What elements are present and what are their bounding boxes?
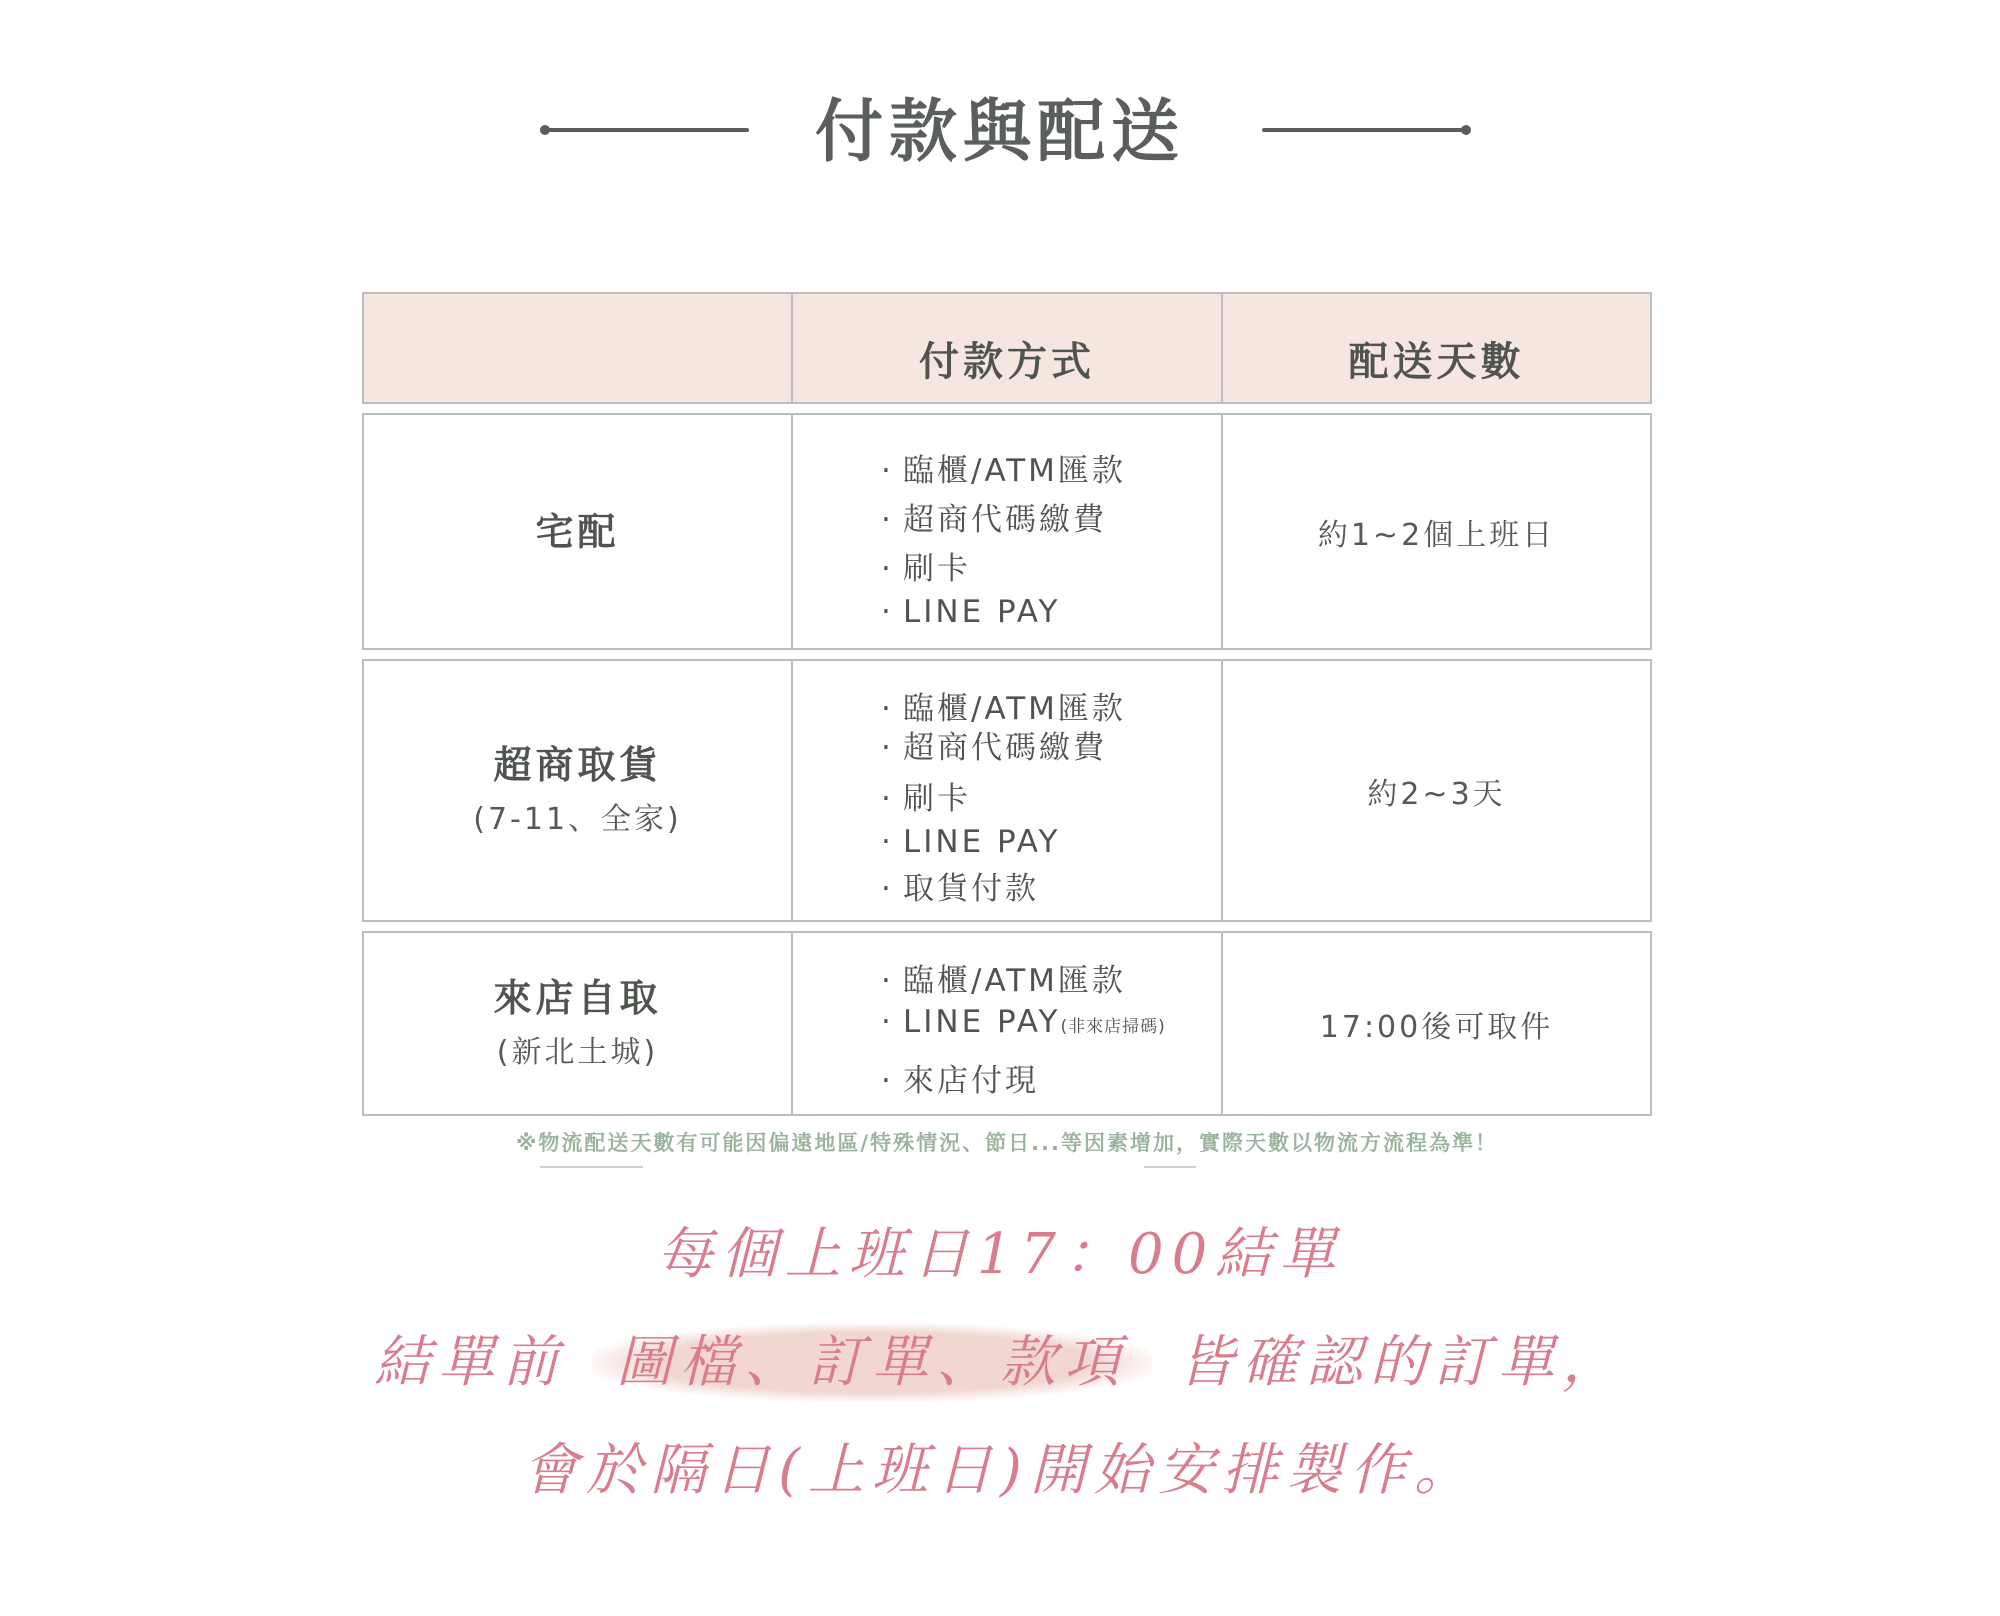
list-item: · 超商代碼繳費 (881, 730, 1107, 766)
note-underline (540, 1166, 643, 1168)
list-item: · 臨櫃/ATM匯款 (881, 963, 1126, 999)
list-item: · LINE PAY (881, 824, 1061, 860)
delivery-kind-sub: (新北土城) (496, 1034, 659, 1070)
delivery-kind-cell (364, 415, 793, 648)
payment-methods-cell (793, 661, 1223, 920)
list-item: · 刷卡 (881, 781, 971, 817)
delivery-kind: 宅配 (535, 509, 620, 554)
confirm-notice: 結單前 圖檔、訂單、款項 皆確認的訂單， (0, 1318, 2000, 1398)
list-item: · LINE PAY(非來店掃碼) (881, 1004, 1166, 1040)
delivery-kind-cell (364, 661, 793, 920)
cutoff-notice: 每個上班日17：00結單 (656, 1222, 1344, 1287)
list-item: · 來店付現 (881, 1063, 1039, 1099)
list-item: · 取貨付款 (881, 871, 1039, 907)
delivery-days-cell (1223, 661, 1650, 920)
delivery-days: 17:00後可取件 (1319, 1009, 1554, 1045)
table-header (362, 292, 1652, 404)
header-payment-label: 付款方式 (919, 339, 1095, 385)
delivery-days: 約1~2個上班日 (1317, 517, 1556, 553)
delivery-days: 約2~3天 (1367, 776, 1506, 812)
table-row-home-delivery (362, 413, 1652, 650)
delivery-kind: 超商取貨 (493, 742, 662, 787)
production-notice: 會於隔日(上班日)開始安排製作。 (522, 1438, 1478, 1503)
list-item: · 超商代碼繳費 (881, 502, 1107, 538)
list-item: · 刷卡 (881, 551, 971, 587)
table-row-store-pickup (362, 659, 1652, 922)
header-cell-empty (364, 294, 793, 402)
list-item: · LINE PAY (881, 594, 1061, 630)
header-days-label: 配送天數 (1348, 339, 1525, 385)
payment-methods-cell (793, 933, 1223, 1114)
header-cell-payment (793, 294, 1223, 402)
delivery-days-cell (1223, 415, 1650, 648)
list-item: · 臨櫃/ATM匯款 (881, 691, 1126, 727)
payment-methods-cell (793, 415, 1223, 648)
page-title: 付款與配送 (814, 92, 1185, 172)
delivery-kind: 來店自取 (493, 975, 662, 1020)
title-divider-right (1262, 128, 1468, 132)
delivery-kind-sub: (7-11、全家) (473, 801, 682, 837)
logistics-note: ※物流配送天數有可能因偏遠地區/特殊情況、節日...等因素增加，實際天數以物流方流程為準！ (515, 1131, 1498, 1155)
highlight-marker: 圖檔、訂單、款項 (592, 1324, 1152, 1401)
header-cell-days (1223, 294, 1650, 402)
table-row-self-pickup (362, 931, 1652, 1116)
note-underline (1144, 1166, 1196, 1168)
payment-note: (非來店掃碼) (1060, 1017, 1166, 1037)
delivery-days-cell (1223, 933, 1650, 1114)
list-item: · 臨櫃/ATM匯款 (881, 453, 1126, 489)
section-header (0, 78, 2000, 188)
delivery-kind-cell (364, 933, 793, 1114)
